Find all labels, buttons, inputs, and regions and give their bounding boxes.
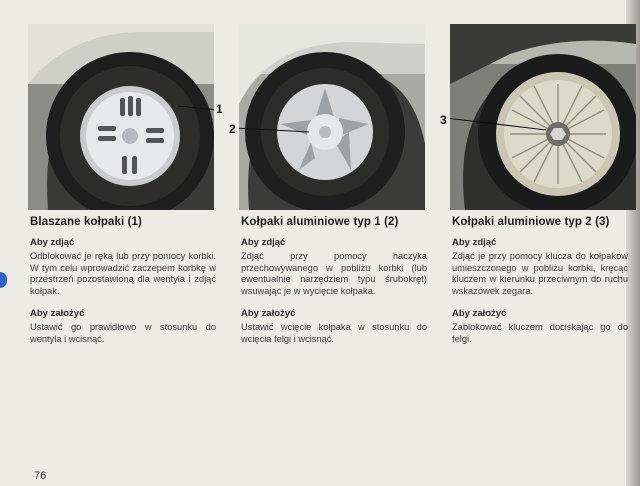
- section-aluminium-type-1: [241, 216, 427, 345]
- install-instructions: Ustawić go prawidłowo w stosunku do wentyla i wcisnąć.: [30, 322, 216, 344]
- install-instructions: Zablokować kluczem dociskając go do felgi.: [452, 322, 628, 344]
- remove-instructions: Zdjąć przy pomocy haczyka przechowywanego w pobliżu korbki (lub ewentualnie narzędziem typu śrubokręt) wsuwając je w wycięcie kołpaka.: [241, 251, 427, 296]
- install-heading: Aby założyć: [241, 308, 296, 319]
- photo-steel-wheel-cover: [28, 24, 214, 210]
- remove-heading: Aby zdjąć: [452, 237, 497, 248]
- remove-heading: Aby zdjąć: [30, 237, 75, 248]
- callout-number-2: 2: [229, 122, 236, 136]
- remove-instructions: Odblokować je ręką lub przy pomocy korbki. W tym celu wprowadzić zaczepem korbkę w przestrzeń pozostawioną dla wentyla i zdjąć kołpak.: [30, 251, 216, 296]
- callout-number-1: 1: [216, 102, 223, 116]
- callout-number-3: 3: [440, 113, 447, 127]
- section-aluminium-type-2: [452, 216, 628, 345]
- remove-heading: Aby zdjąć: [241, 237, 286, 248]
- section-title: Kołpaki aluminiowe typ 1 (2): [241, 216, 399, 228]
- remove-instructions: Zdjąć je przy pomocy klucza do kołpaków umieszczonego w pobliżu korbki, kręcąc kluczem w kierunku przeciwnym do ruchu wskazówek zegara.: [452, 251, 628, 296]
- install-heading: Aby założyć: [30, 308, 85, 319]
- section-title: Kołpaki aluminiowe typ 2 (3): [452, 216, 610, 228]
- page-tab-marker: [0, 272, 7, 288]
- install-heading: Aby założyć: [452, 308, 507, 319]
- install-instructions: Ustawić wcięcie kołpaka w stosunku do wcięcia felgi i wcisnąć.: [241, 322, 427, 344]
- section-steel-wheel-covers: [30, 216, 216, 345]
- photo-aluminium-cover-type-2: [450, 24, 636, 210]
- section-title: Blaszane kołpaki (1): [30, 216, 142, 228]
- photo-aluminium-cover-type-1: [239, 24, 425, 210]
- page-number: 76: [34, 470, 47, 482]
